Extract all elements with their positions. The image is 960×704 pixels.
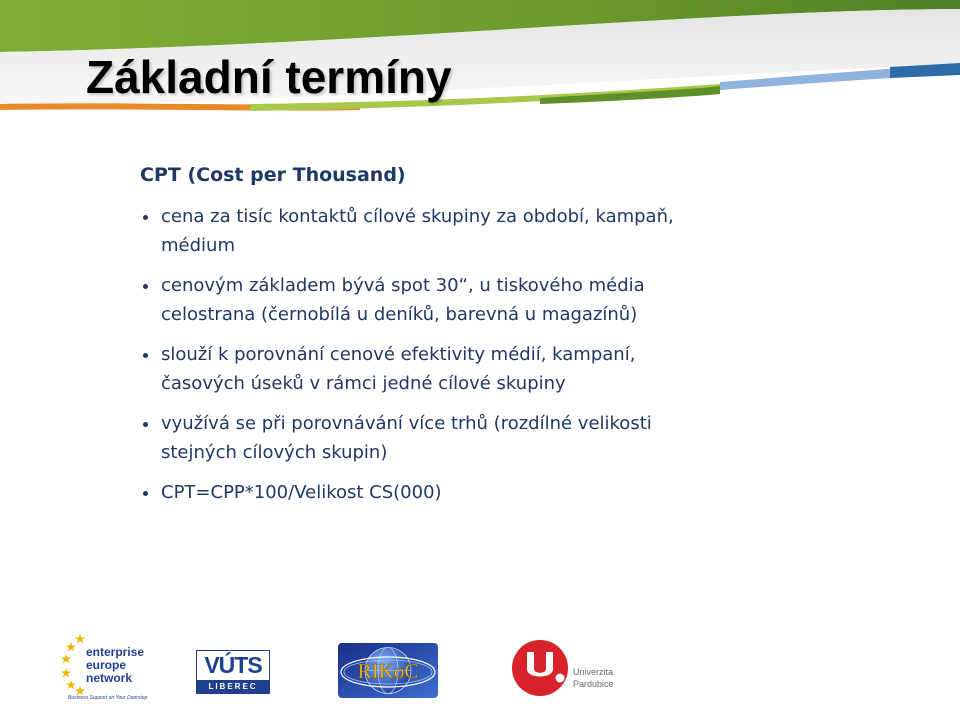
bullet-line: stejných cílových skupin) <box>161 442 388 463</box>
bullet-line: časových úseků v rámci jedné cílové skupiny <box>161 373 566 394</box>
upce-logo <box>510 636 630 698</box>
een-tagline: Business Support on Your Doorstep <box>68 695 148 701</box>
rikoc-logo <box>338 643 438 698</box>
bullet-list <box>140 202 800 507</box>
slide-title: Základní termíny <box>86 51 452 103</box>
content-area <box>140 158 800 518</box>
bullet-item <box>140 271 800 329</box>
vuts-logo <box>196 650 270 694</box>
bullet-line: cena za tisíc kontaktů cílové skupiny za období, kampaň, <box>161 206 674 227</box>
content-heading: CPT (Cost per Thousand) <box>140 164 406 186</box>
rikoc-text: RIKoC <box>357 659 419 683</box>
bullet-line: CPT=CPP*100/Velikost CS(000) <box>161 482 442 503</box>
een-word: enterprise <box>86 645 145 659</box>
vuts-wordmark: VÚTS <box>204 652 262 678</box>
bullet-line: médium <box>161 235 235 256</box>
een-logo <box>60 630 150 702</box>
bullet-item <box>140 478 800 507</box>
een-word: network <box>86 671 133 685</box>
upce-line: Univerzita <box>573 667 614 677</box>
bullet-item <box>140 202 800 260</box>
vuts-subtitle: LIBEREC <box>196 680 270 693</box>
upce-emblem-icon <box>510 636 570 696</box>
bullet-line: slouží k porovnání cenové efektivity médií, kampaní, <box>161 344 636 365</box>
bullet-line: celostrana (černobílá u deníků, barevná u magazínů) <box>161 304 638 325</box>
een-word: europe <box>86 658 127 672</box>
bullet-item <box>140 340 800 398</box>
upce-line: Pardubice <box>573 679 614 689</box>
bullet-item <box>140 409 800 467</box>
rikoc-emblem <box>338 643 438 698</box>
bullet-line: využívá se při porovnávání více trhů (rozdílné velikosti <box>161 413 652 434</box>
bullet-line: cenovým základem bývá spot 30“, u tiskového média <box>161 275 645 296</box>
